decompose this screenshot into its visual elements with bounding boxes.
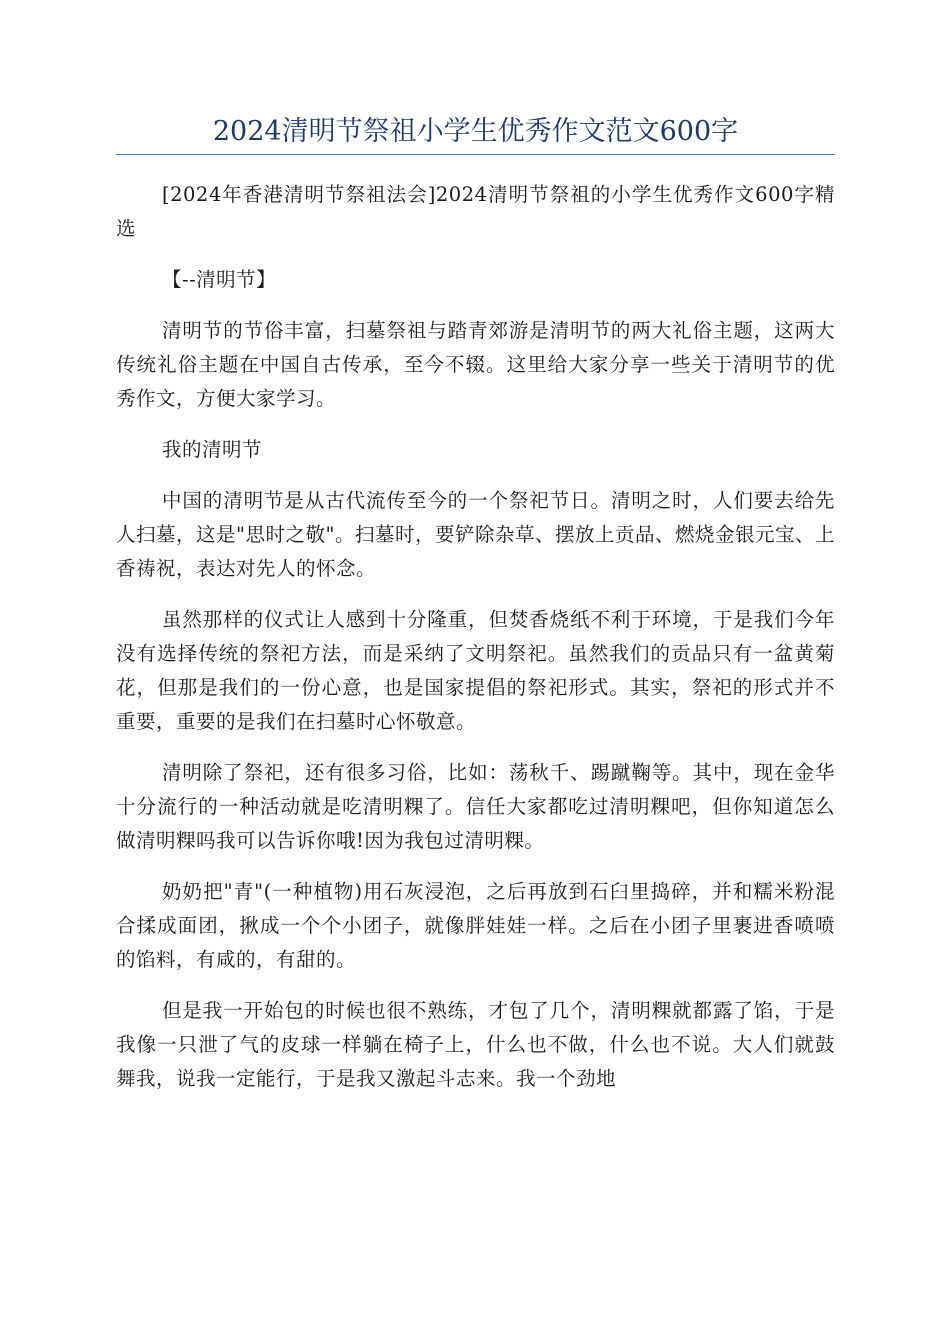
paragraph-body-2: 虽然那样的仪式让人感到十分隆重，但焚香烧纸不利于环境，于是我们今年没有选择传统的祭祀方法，而是采纳了文明祭祀。虽然我们的贡品只有一盆黄菊花，但那是我们的一份心意，也是国家提倡的祭祀形式。其实，祭祀的形式并不重要，重要的是我们在扫墓时心怀敬意。 [116, 608, 835, 733]
paragraph-section-tag: 【--清明节】 [162, 268, 277, 291]
paragraph-body-3: 清明除了祭祀，还有很多习俗，比如：荡秋千、踢蹴鞠等。其中，现在金华十分流行的一种活动就是吃清明粿了。信任大家都吃过清明粿吧，但你知道怎么做清明粿吗我可以告诉你哦!因为我包过清明粿。 [116, 761, 835, 852]
paragraph-body-1: 中国的清明节是从古代流传至今的一个祭祀节日。清明之时，人们要去给先人扫墓，这是"思时之敬"。扫墓时，要铲除杂草、摆放上贡品、燃烧金银元宝、上香祷祝，表达对先人的怀念。 [116, 489, 835, 580]
paragraph-body-4: 奶奶把"青"(一种植物)用石灰浸泡，之后再放到石臼里捣碎，并和糯米粉混合揉成面团，揪成一个个小团子，就像胖娃娃一样。之后在小团子里裹进香喷喷的馅料，有咸的，有甜的。 [116, 880, 835, 971]
document-title: 2024清明节祭祖小学生优秀作文范文600字 [212, 116, 739, 147]
paragraph-intro: 清明节的节俗丰富，扫墓祭祖与踏青郊游是清明节的两大礼俗主题，这两大传统礼俗主题在中国自古传承，至今不辍。这里给大家分享一些关于清明节的优秀作文，方便大家学习。 [116, 319, 835, 410]
paragraph-subtitle: [2024年香港清明节祭祖法会]2024清明节祭祖的小学生优秀作文600字精选 [116, 183, 835, 240]
title-underline [116, 154, 835, 155]
document-body [116, 178, 835, 1113]
paragraph-body-5: 但是我一开始包的时候也很不熟练，才包了几个，清明粿就都露了馅，于是我像一只泄了气的皮球一样躺在椅子上，什么也不做，什么也不说。大人们就鼓舞我，说我一定能行，于是我又激起斗志来。我一个劲地 [116, 999, 835, 1090]
paragraph-essay-heading: 我的清明节 [162, 438, 263, 461]
